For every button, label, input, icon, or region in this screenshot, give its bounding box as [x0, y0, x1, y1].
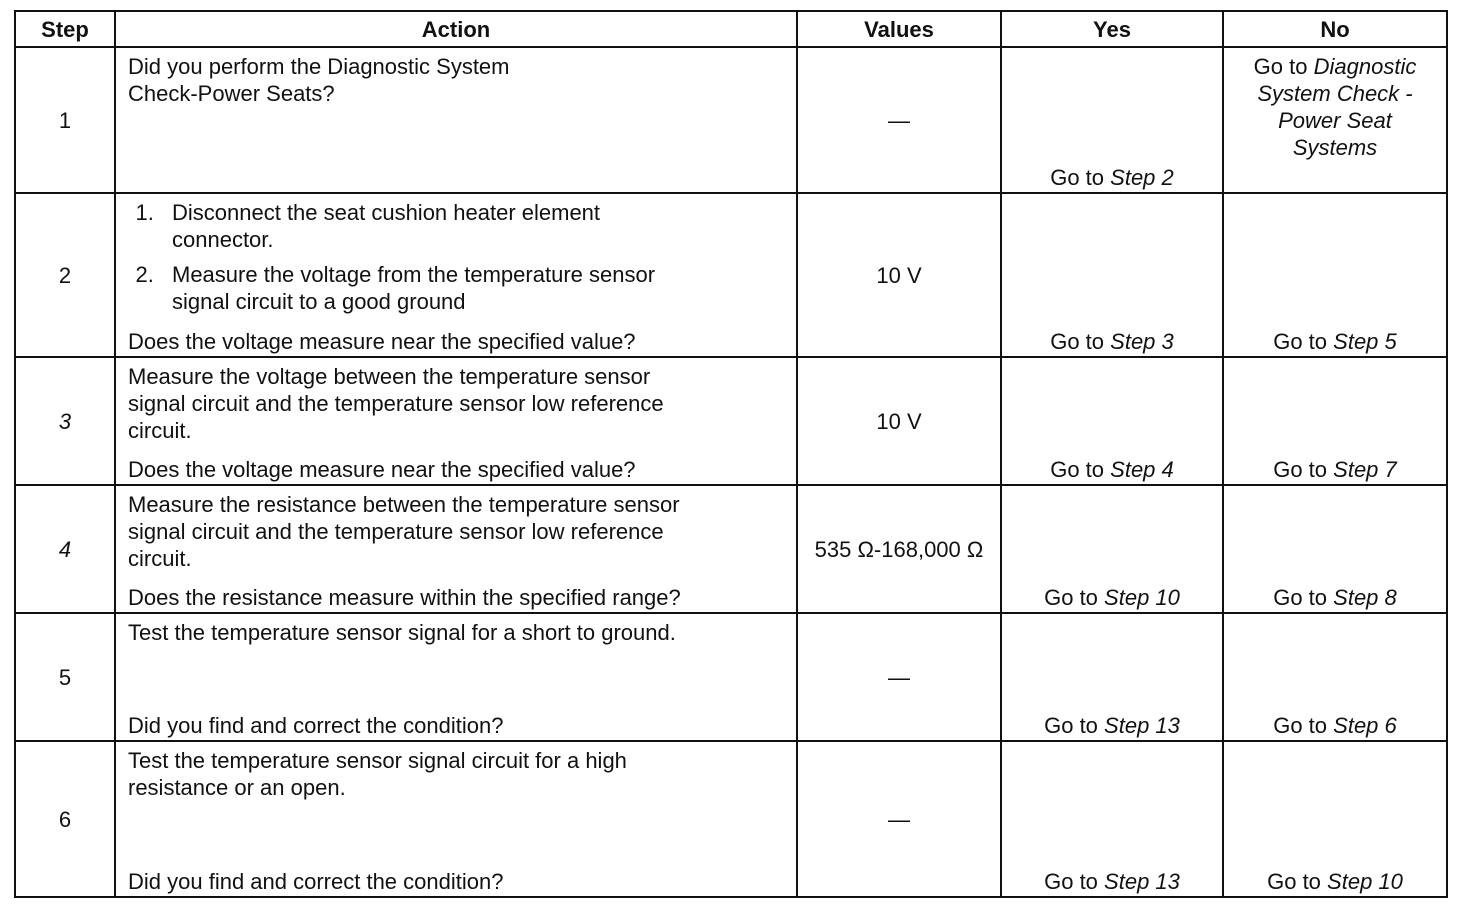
table-row: [15, 741, 1447, 897]
action-cell: [115, 357, 797, 485]
table-row: [15, 357, 1447, 485]
goto-prefix: Go to: [1267, 869, 1321, 894]
list-item: 1. Disconnect the seat cushion heater element connector.: [160, 199, 784, 253]
value-cell: 535 Ω-168,000 Ω: [797, 485, 1001, 613]
step-link[interactable]: Step 13: [1104, 869, 1180, 894]
no-cell: [1223, 47, 1447, 193]
diagnostic-link[interactable]: Power Seat: [1278, 108, 1392, 133]
action-text: circuit.: [128, 418, 192, 443]
header-step: Step: [15, 11, 115, 47]
step-number: 4: [15, 485, 115, 613]
action-cell: [115, 741, 797, 897]
no-cell: [1223, 193, 1447, 357]
action-question: Does the voltage measure near the specified value?: [128, 329, 636, 354]
step-link[interactable]: Step 8: [1333, 585, 1397, 610]
value-cell: 10 V: [797, 357, 1001, 485]
step-link[interactable]: Step 5: [1333, 329, 1397, 354]
diagnostic-link[interactable]: Diagnostic: [1313, 54, 1417, 79]
action-text: signal circuit and the temperature sensor low reference: [128, 391, 664, 416]
value-cell: 10 V: [797, 193, 1001, 357]
action-text: signal circuit and the temperature sensor low reference: [128, 519, 664, 544]
action-cell: [115, 193, 797, 357]
header-yes: Yes: [1001, 11, 1223, 47]
yes-cell: [1001, 741, 1223, 897]
action-text: Did you perform the Diagnostic System: [128, 54, 510, 79]
header-values: Values: [797, 11, 1001, 47]
table-row: [15, 193, 1447, 357]
diagnostic-link[interactable]: Systems: [1292, 135, 1378, 160]
step-number: 2: [15, 193, 115, 357]
step-link[interactable]: Step 10: [1104, 585, 1180, 610]
no-cell: [1223, 613, 1447, 741]
table-row: [15, 613, 1447, 741]
goto-prefix: Go to: [1050, 329, 1105, 354]
action-cell: [115, 485, 797, 613]
step-link[interactable]: Step 13: [1104, 713, 1180, 738]
header-no: No: [1223, 11, 1447, 47]
table-row: [15, 47, 1447, 193]
action-text: Test the temperature sensor signal for a short to ground.: [128, 620, 676, 645]
header-row: [15, 11, 1447, 47]
goto-prefix: Go to: [1050, 457, 1105, 482]
step-link[interactable]: Step 10: [1327, 869, 1403, 894]
step-number: 5: [15, 613, 115, 741]
goto-prefix: Go to: [1273, 585, 1328, 610]
yes-cell: [1001, 613, 1223, 741]
step-link[interactable]: Step 2: [1110, 165, 1174, 190]
action-question: Did you find and correct the condition?: [128, 713, 504, 738]
action-text: Check-Power Seats?: [128, 81, 335, 106]
goto-prefix: Go to: [1044, 869, 1098, 894]
list-item: 2. Measure the voltage from the temperature sensor signal circuit to a good ground: [160, 261, 784, 315]
action-question: Does the resistance measure within the specified range?: [128, 585, 681, 610]
step-link[interactable]: Step 6: [1333, 713, 1397, 738]
goto-prefix: Go to: [1044, 585, 1098, 610]
step-link[interactable]: Step 3: [1110, 329, 1174, 354]
yes-cell: [1001, 193, 1223, 357]
action-text: circuit.: [128, 546, 192, 571]
goto-prefix: Go to: [1253, 54, 1308, 79]
action-text: resistance or an open.: [128, 775, 346, 800]
step-number: 6: [15, 741, 115, 897]
yes-cell: [1001, 47, 1223, 193]
no-cell: [1223, 485, 1447, 613]
action-question: Does the voltage measure near the specified value?: [128, 457, 636, 482]
value-cell: —: [797, 47, 1001, 193]
goto-prefix: Go to: [1273, 713, 1328, 738]
action-text: Measure the voltage between the temperature sensor: [128, 364, 651, 389]
goto-prefix: Go to: [1273, 329, 1328, 354]
value-cell: —: [797, 741, 1001, 897]
action-steps-list: [116, 199, 784, 315]
action-cell: [115, 47, 797, 193]
goto-prefix: Go to: [1273, 457, 1328, 482]
action-text: Test the temperature sensor signal circuit for a high: [128, 748, 627, 773]
action-text: Measure the resistance between the temperature sensor: [128, 492, 680, 517]
value-cell: —: [797, 613, 1001, 741]
step-link[interactable]: Step 4: [1110, 457, 1174, 482]
no-cell: [1223, 741, 1447, 897]
yes-cell: [1001, 485, 1223, 613]
table-row: [15, 485, 1447, 613]
header-action: Action: [115, 11, 797, 47]
goto-prefix: Go to: [1050, 165, 1105, 190]
diagnostic-link[interactable]: System Check -: [1257, 81, 1413, 106]
goto-prefix: Go to: [1044, 713, 1098, 738]
step-number: 3: [15, 357, 115, 485]
action-cell: [115, 613, 797, 741]
step-link[interactable]: Step 7: [1333, 457, 1397, 482]
diagnostic-table: [14, 10, 1448, 898]
step-number: 1: [15, 47, 115, 193]
action-question: Did you find and correct the condition?: [128, 869, 504, 894]
no-cell: [1223, 357, 1447, 485]
yes-cell: [1001, 357, 1223, 485]
